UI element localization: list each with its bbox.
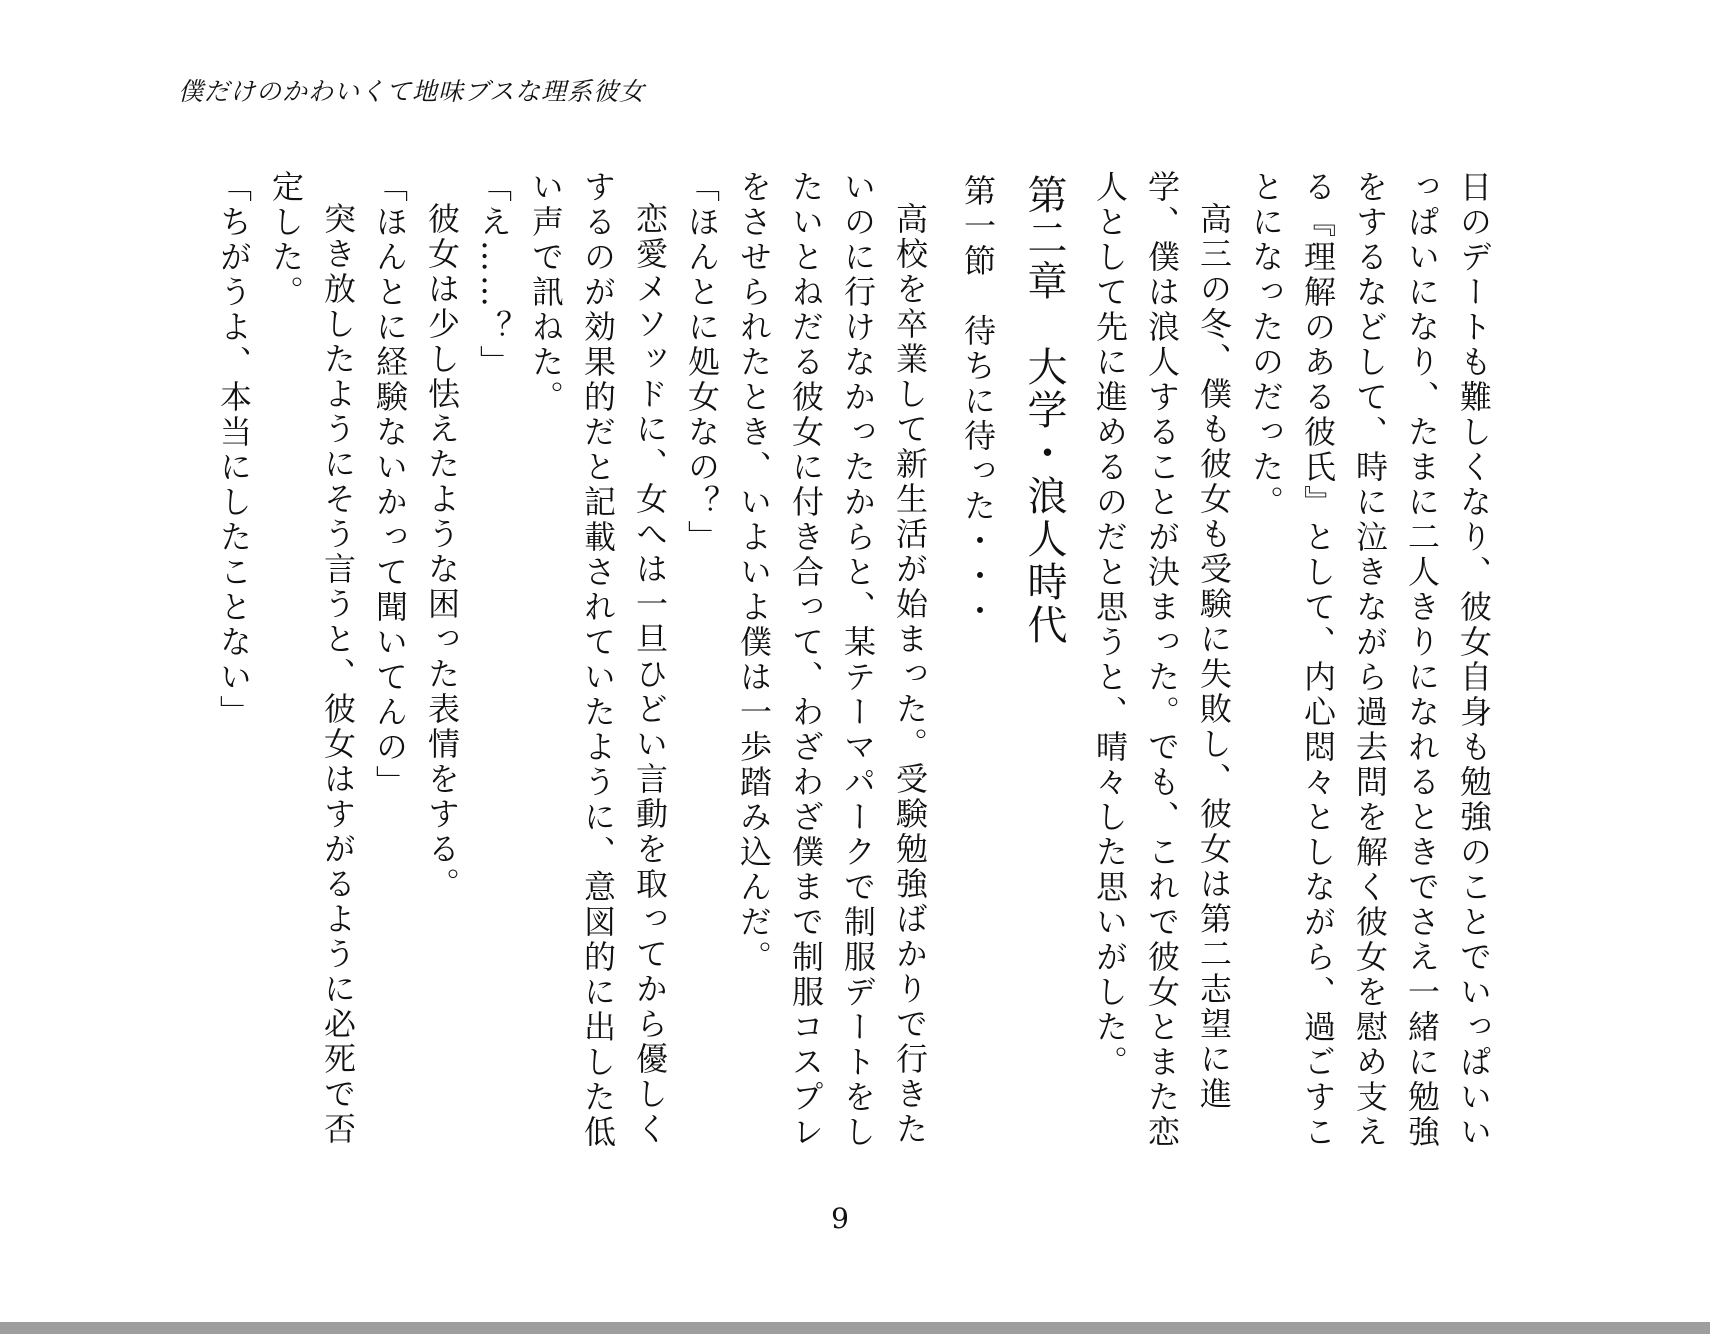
page-number: 9 xyxy=(831,1202,849,1235)
paragraph: 日のデートも難しくなり、彼女自身も勉強のことでいっぱいいっぱいになり、たまに二人きりになれるときでさえ一緒に勉強をするなどして、時に泣きながら過去問を解く彼女を慰め支える『理解のある彼氏』として、内心悶々としながら、過ごすことになったのだった。 xyxy=(1247,170,1493,1150)
paragraph: 彼女は少し怯えたような困った表情をする。 xyxy=(423,202,461,902)
dialogue-line: 「ほんとに処女なの？」 xyxy=(683,170,721,555)
dialogue-line: 「え……？」 xyxy=(475,170,513,380)
vertical-text-body xyxy=(215,170,1500,1170)
paragraph: 高三の冬、僕も彼女も受験に失敗し、彼女は第二志望に進学、僕は浪人することが決まった。でも、これで彼女とまた恋人として先に進めるのだと思うと、晴々した思いがした。 xyxy=(1091,170,1233,1150)
section-heading: 第一節 待ちに待った・・・ xyxy=(959,174,997,629)
paragraph: 突き放したようにそう言うと、彼女はすがるように必死で否定した。 xyxy=(267,170,357,1147)
viewer-bottom-bar xyxy=(0,1322,1710,1334)
running-header: 僕だけのかわいくて地味ブスな理系彼女 xyxy=(178,77,646,106)
dialogue-line: 「ちがうよ、本当にしたことない」 xyxy=(215,170,253,730)
paragraph: 恋愛メソッドに、女へは一旦ひどい言動を取ってから優しくするのが効果的だと記載されていたように、意図的に出した低い声で訊ねた。 xyxy=(527,170,669,1150)
chapter-heading: 第二章 大学・浪人時代 xyxy=(1021,174,1067,647)
dialogue-line: 「ほんとに経験ないかって聞いてんの」 xyxy=(371,170,409,800)
paragraph: 高校を卒業して新生活が始まった。受験勉強ばかりで行きたいのに行けなかったからと、某テーマパークで制服デートをしたいとねだる彼女に付き合って、わざわざ僕まで制服コスプレをさせられたとき、いよいよ僕は一歩踏み込んだ。 xyxy=(735,170,929,1150)
